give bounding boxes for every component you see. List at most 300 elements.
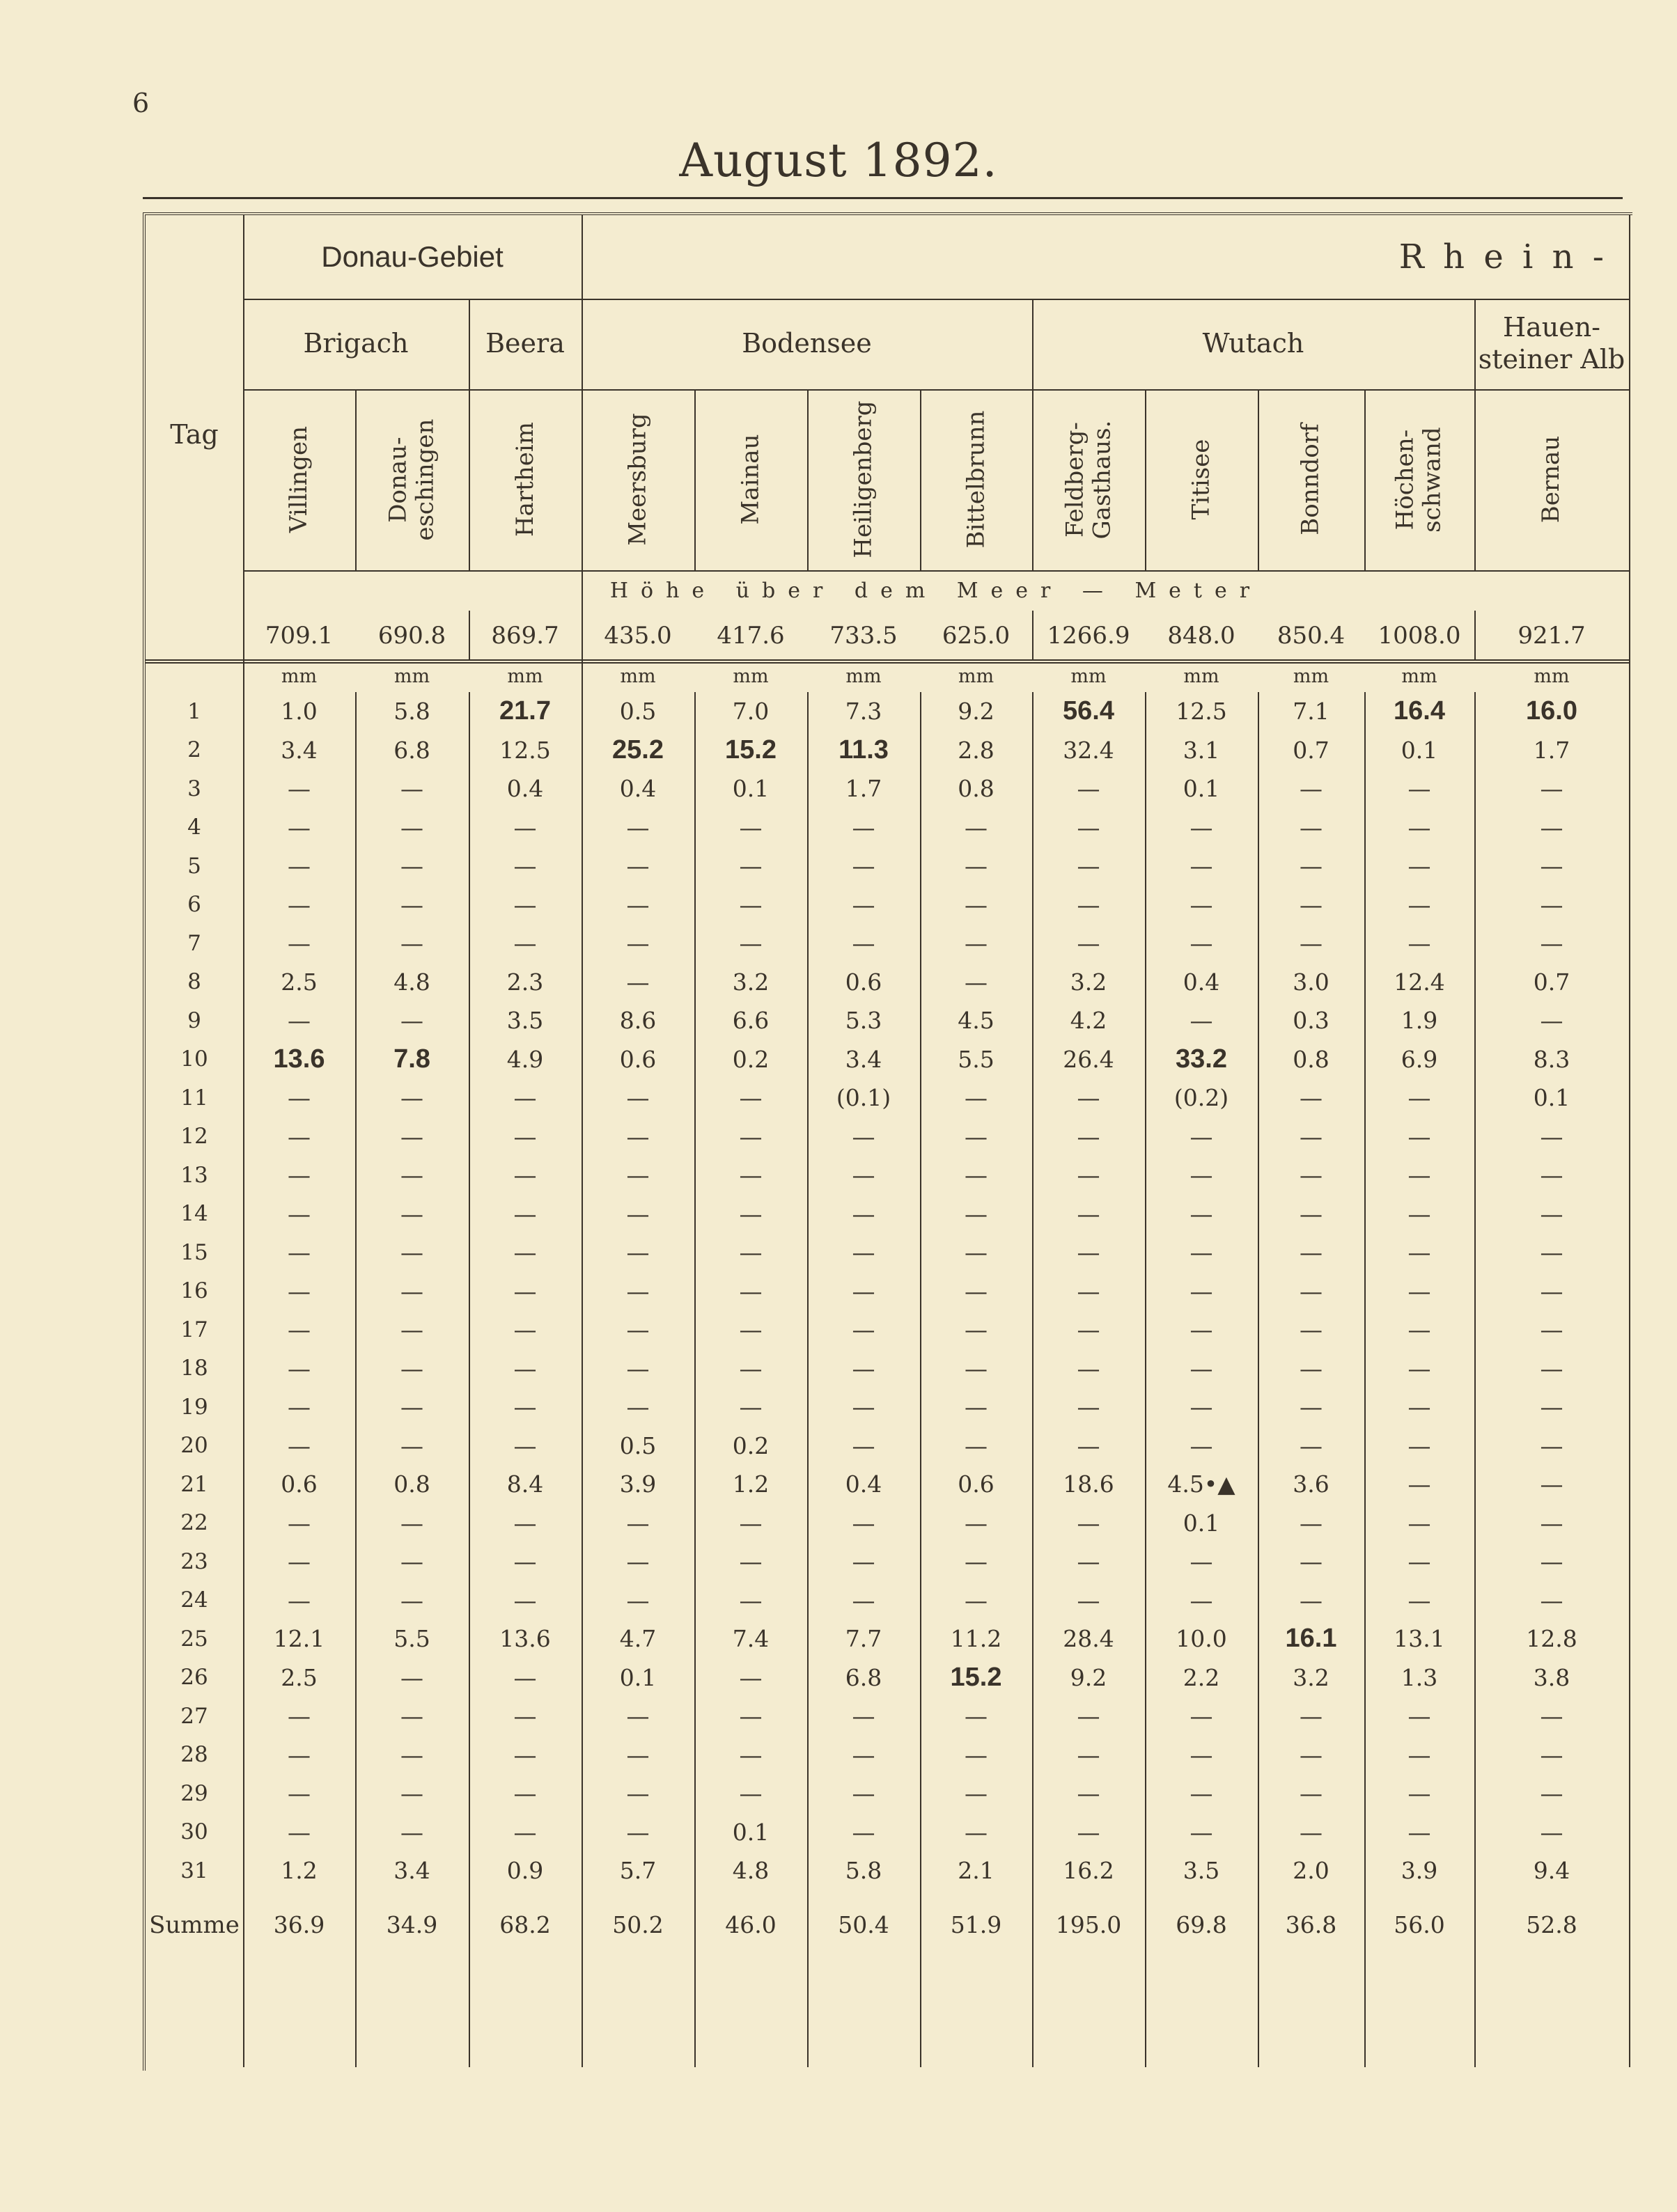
table-cell: 9.2 bbox=[958, 698, 994, 725]
station-altitude: 417.6 bbox=[717, 622, 785, 650]
table-cell: 33.2 bbox=[1176, 1044, 1227, 1074]
table-cell: — bbox=[1077, 1277, 1100, 1305]
table-cell: — bbox=[1077, 1431, 1100, 1459]
table-cell: 2.5 bbox=[281, 1663, 318, 1691]
table-cell: 7.8 bbox=[393, 1044, 430, 1074]
table-cell: — bbox=[1300, 1354, 1323, 1382]
table-cell: — bbox=[739, 1548, 763, 1576]
table-cell: — bbox=[626, 891, 650, 918]
table-cell: — bbox=[739, 1277, 763, 1305]
table-cell: 3.1 bbox=[1183, 736, 1220, 764]
table-cell: 0.3 bbox=[1293, 1007, 1329, 1035]
column-divider bbox=[1145, 692, 1146, 2067]
day-label: 7 bbox=[187, 930, 201, 956]
station-header bbox=[1474, 389, 1629, 570]
column-divider bbox=[694, 389, 696, 570]
table-cell: 3.2 bbox=[1293, 1663, 1329, 1691]
table-cell: — bbox=[626, 1741, 650, 1768]
station-name: Hartheim bbox=[510, 422, 539, 538]
table-cell: — bbox=[1540, 813, 1563, 841]
table-cell: — bbox=[400, 1741, 423, 1768]
table-cell: — bbox=[1540, 1818, 1563, 1846]
table-cell: — bbox=[965, 1586, 988, 1614]
station-name: Höchen- schwand bbox=[1391, 427, 1446, 533]
station-name: Mainau bbox=[736, 434, 765, 526]
table-cell: — bbox=[965, 1084, 988, 1112]
table-cell: — bbox=[1407, 1239, 1431, 1266]
table-cell: — bbox=[1077, 1818, 1100, 1846]
station-name: Heiligenberg bbox=[849, 400, 878, 559]
table-cell: — bbox=[852, 891, 875, 918]
sum-cell: 69.8 bbox=[1176, 1911, 1227, 1938]
table-cell: — bbox=[1077, 852, 1100, 880]
table-cell: — bbox=[513, 1702, 537, 1730]
table-cell: — bbox=[400, 852, 423, 880]
table-cell: — bbox=[1407, 1548, 1431, 1576]
table-cell: — bbox=[1190, 1780, 1213, 1807]
table-cell: — bbox=[513, 1122, 537, 1150]
table-cell: — bbox=[1407, 1431, 1431, 1459]
day-label: 24 bbox=[180, 1587, 208, 1613]
table-cell: — bbox=[1077, 1548, 1100, 1576]
table-cell: — bbox=[1540, 1509, 1563, 1537]
table-cell: — bbox=[626, 1239, 650, 1266]
table-cell: — bbox=[1540, 1354, 1563, 1382]
table-cell: — bbox=[1077, 1393, 1100, 1421]
table-cell: 0.6 bbox=[845, 968, 882, 996]
table-cell: 0.4 bbox=[845, 1470, 882, 1498]
table-cell: — bbox=[288, 929, 311, 957]
table-cell: — bbox=[1190, 891, 1213, 918]
table-cell: — bbox=[400, 1586, 423, 1614]
table-cell: — bbox=[626, 1354, 650, 1382]
table-cell: — bbox=[1300, 1122, 1323, 1150]
table-cell: — bbox=[852, 1316, 875, 1344]
table-cell: — bbox=[739, 1354, 763, 1382]
day-label: 6 bbox=[187, 892, 201, 918]
table-cell: — bbox=[965, 929, 988, 957]
table-cell: — bbox=[1540, 1393, 1563, 1421]
table-cell: — bbox=[739, 1239, 763, 1266]
station-name: Feldberg- Gasthaus. bbox=[1060, 420, 1116, 540]
table-cell: — bbox=[852, 1277, 875, 1305]
table-cell: — bbox=[1077, 1702, 1100, 1730]
table-cell: — bbox=[1300, 775, 1323, 803]
table-cell: 7.7 bbox=[845, 1625, 882, 1653]
station-header bbox=[1364, 389, 1474, 570]
station-name: Bittelbrunn bbox=[961, 411, 990, 549]
table-cell: — bbox=[626, 1122, 650, 1150]
table-cell: 13.6 bbox=[273, 1044, 325, 1074]
day-label: 18 bbox=[180, 1356, 208, 1381]
day-label: 5 bbox=[187, 853, 201, 879]
sum-cell: 56.0 bbox=[1394, 1911, 1445, 1938]
table-cell: 18.6 bbox=[1063, 1470, 1114, 1498]
unit-label: mm bbox=[281, 666, 318, 687]
table-cell: — bbox=[1077, 1122, 1100, 1150]
unit-label: mm bbox=[1070, 666, 1107, 687]
table-cell: — bbox=[1300, 1780, 1323, 1807]
column-divider bbox=[1474, 692, 1476, 2067]
table-cell: — bbox=[1407, 929, 1431, 957]
table-cell: — bbox=[965, 1780, 988, 1807]
table-cell: 3.4 bbox=[393, 1857, 430, 1885]
river-header-hauensteiner-alb: Hauen- steiner Alb bbox=[1478, 312, 1625, 375]
table-cell: 3.4 bbox=[845, 1045, 882, 1073]
table-cell: — bbox=[288, 1548, 311, 1576]
day-label: 12 bbox=[180, 1124, 208, 1150]
table-cell: — bbox=[852, 852, 875, 880]
table-cell: — bbox=[1407, 813, 1431, 841]
day-label: 28 bbox=[180, 1742, 208, 1768]
table-cell: — bbox=[1300, 1084, 1323, 1112]
table-cell: — bbox=[1077, 1586, 1100, 1614]
table-cell: — bbox=[288, 1354, 311, 1382]
table-cell: — bbox=[1300, 1741, 1323, 1768]
table-cell: 0.1 bbox=[1401, 736, 1438, 764]
table-cell: — bbox=[739, 1161, 763, 1189]
table-cell: — bbox=[513, 852, 537, 880]
station-altitude: 435.0 bbox=[604, 622, 672, 650]
table-cell: — bbox=[965, 1393, 988, 1421]
table-cell: 3.2 bbox=[732, 968, 770, 996]
river-header-wutach: Wutach bbox=[1202, 328, 1304, 359]
table-cell: — bbox=[1190, 1431, 1213, 1459]
table-cell: — bbox=[400, 1200, 423, 1227]
table-cell: — bbox=[739, 929, 763, 957]
table-cell: — bbox=[739, 1663, 763, 1691]
table-cell: 3.6 bbox=[1293, 1470, 1329, 1498]
table-cell: 13.6 bbox=[499, 1625, 551, 1653]
table-cell: — bbox=[400, 1161, 423, 1189]
table-cell: 3.4 bbox=[281, 736, 318, 764]
table-cell: — bbox=[1190, 1354, 1213, 1382]
table-cell: — bbox=[288, 1007, 311, 1035]
day-label: 23 bbox=[180, 1548, 208, 1574]
table-cell: 0.1 bbox=[1183, 775, 1220, 803]
table-cell: 4.2 bbox=[1070, 1007, 1107, 1035]
table-cell: — bbox=[1190, 1007, 1213, 1035]
table-cell: — bbox=[513, 1663, 537, 1691]
table-cell: — bbox=[1540, 1586, 1563, 1614]
station-header bbox=[807, 389, 920, 570]
table-cell: — bbox=[400, 1084, 423, 1112]
station-altitude: 850.4 bbox=[1277, 622, 1346, 650]
table-cell: — bbox=[1300, 1509, 1323, 1537]
table-cell: — bbox=[400, 775, 423, 803]
table-cell: — bbox=[1300, 1277, 1323, 1305]
unit-label: mm bbox=[958, 666, 994, 687]
table-cell: — bbox=[1190, 929, 1213, 957]
table-cell: 6.6 bbox=[732, 1007, 770, 1035]
table-cell: 6.9 bbox=[1401, 1045, 1438, 1073]
table-cell: 2.1 bbox=[958, 1857, 994, 1885]
column-divider bbox=[1364, 692, 1366, 2067]
table-cell: — bbox=[965, 1509, 988, 1537]
table-cell: — bbox=[965, 891, 988, 918]
table-cell: (0.2) bbox=[1173, 1084, 1229, 1112]
table-cell: — bbox=[1077, 813, 1100, 841]
station-altitude: 709.1 bbox=[265, 622, 334, 650]
station-altitude: 1008.0 bbox=[1378, 622, 1461, 650]
table-cell: — bbox=[965, 1277, 988, 1305]
table-cell: 3.5 bbox=[506, 1007, 544, 1035]
table-cell: — bbox=[1540, 1316, 1563, 1344]
day-label: 20 bbox=[180, 1433, 208, 1459]
table-cell: — bbox=[965, 1548, 988, 1576]
unit-label: mm bbox=[845, 666, 882, 687]
table-cell: — bbox=[739, 813, 763, 841]
day-label: 16 bbox=[180, 1278, 208, 1304]
table-cell: — bbox=[1077, 1161, 1100, 1189]
table-cell: — bbox=[626, 929, 650, 957]
day-label: 14 bbox=[180, 1201, 208, 1227]
table-cell: 4.7 bbox=[619, 1625, 657, 1653]
column-divider bbox=[355, 389, 357, 570]
table-cell: — bbox=[852, 1354, 875, 1382]
table-cell: 1.7 bbox=[1533, 736, 1570, 764]
table-cell: 2.3 bbox=[506, 968, 544, 996]
table-cell: — bbox=[1077, 891, 1100, 918]
station-altitude: 921.7 bbox=[1518, 622, 1586, 650]
table-cell: — bbox=[400, 1702, 423, 1730]
table-cell: 0.8 bbox=[958, 775, 994, 803]
table-cell: — bbox=[1300, 1161, 1323, 1189]
column-divider bbox=[1032, 692, 1034, 2067]
station-name: Bonndorf bbox=[1296, 423, 1325, 536]
table-cell: 12.4 bbox=[1394, 968, 1445, 996]
station-header bbox=[582, 389, 694, 570]
table-cell: — bbox=[513, 1277, 537, 1305]
table-cell: 0.6 bbox=[281, 1470, 318, 1498]
table-cell: — bbox=[739, 1509, 763, 1537]
table-cell: 4.8 bbox=[393, 968, 430, 996]
table-cell: — bbox=[1190, 1239, 1213, 1266]
table-cell: — bbox=[288, 1586, 311, 1614]
table-cell: 3.5 bbox=[1183, 1857, 1220, 1885]
table-cell: — bbox=[626, 1200, 650, 1227]
table-cell: — bbox=[513, 813, 537, 841]
day-label: 8 bbox=[187, 969, 201, 995]
table-cell: — bbox=[1077, 1316, 1100, 1344]
table-cell: — bbox=[1407, 1084, 1431, 1112]
table-cell: — bbox=[1300, 929, 1323, 957]
table-cell: — bbox=[1407, 852, 1431, 880]
table-cell: — bbox=[852, 1122, 875, 1150]
table-cell: — bbox=[288, 1780, 311, 1807]
table-cell: 0.4 bbox=[619, 775, 657, 803]
table-cell: 11.3 bbox=[838, 735, 889, 764]
unit-label: mm bbox=[507, 666, 543, 687]
table-cell: 5.7 bbox=[619, 1857, 657, 1885]
table-cell: — bbox=[626, 813, 650, 841]
sum-label: Summe bbox=[149, 1911, 240, 1939]
table-cell: — bbox=[1300, 813, 1323, 841]
table-cell: — bbox=[513, 891, 537, 918]
table-cell: — bbox=[1300, 1393, 1323, 1421]
column-divider bbox=[807, 692, 809, 2067]
column-divider bbox=[1258, 692, 1259, 2067]
table-cell: — bbox=[400, 1509, 423, 1537]
table-cell: — bbox=[1407, 775, 1431, 803]
table-cell: — bbox=[852, 1780, 875, 1807]
table-cell: — bbox=[626, 1586, 650, 1614]
table-cell: — bbox=[288, 1509, 311, 1537]
table-cell: — bbox=[1540, 1122, 1563, 1150]
station-altitude: 733.5 bbox=[829, 622, 898, 650]
table-cell: 3.0 bbox=[1293, 968, 1329, 996]
table-cell: — bbox=[513, 1239, 537, 1266]
table-cell: 12.1 bbox=[273, 1625, 325, 1653]
table-cell: — bbox=[400, 1663, 423, 1691]
table-cell: 0.1 bbox=[1183, 1509, 1220, 1537]
day-label: 3 bbox=[187, 776, 201, 801]
table-cell: — bbox=[626, 968, 650, 996]
table-cell: 8.6 bbox=[619, 1007, 657, 1035]
table-cell: — bbox=[513, 1586, 537, 1614]
table-cell: 12.5 bbox=[1176, 698, 1227, 725]
station-header bbox=[694, 389, 807, 570]
table-cell: 6.8 bbox=[845, 1663, 882, 1691]
table-cell: 15.2 bbox=[725, 735, 777, 764]
table-cell: — bbox=[1407, 1316, 1431, 1344]
day-label: 15 bbox=[180, 1239, 208, 1265]
table-cell: — bbox=[288, 1702, 311, 1730]
table-cell: — bbox=[1407, 1122, 1431, 1150]
rhein-header: R h e i n - bbox=[1398, 237, 1608, 276]
table-cell: — bbox=[852, 929, 875, 957]
table-cell: — bbox=[400, 929, 423, 957]
station-header bbox=[469, 389, 582, 570]
table-cell: 2.5 bbox=[281, 968, 318, 996]
day-label: 2 bbox=[187, 737, 201, 763]
top-rule bbox=[143, 197, 1623, 199]
table-cell: 32.4 bbox=[1063, 736, 1114, 764]
table-cell: — bbox=[400, 1007, 423, 1035]
table-cell: — bbox=[513, 1741, 537, 1768]
table-cell: — bbox=[965, 1741, 988, 1768]
precipitation-table bbox=[143, 212, 1632, 2071]
table-cell: — bbox=[1190, 1200, 1213, 1227]
table-cell: — bbox=[1190, 813, 1213, 841]
table-cell: — bbox=[626, 1277, 650, 1305]
river-rule bbox=[243, 389, 1629, 391]
table-cell: — bbox=[513, 1354, 537, 1382]
elevation-label: Höhe über dem Meer — Meter bbox=[609, 578, 1263, 603]
table-cell: — bbox=[513, 1084, 537, 1112]
table-cell: 3.8 bbox=[1533, 1663, 1570, 1691]
table-cell: — bbox=[1407, 1741, 1431, 1768]
table-cell: — bbox=[288, 891, 311, 918]
column-divider bbox=[1032, 299, 1034, 570]
table-cell: — bbox=[513, 1780, 537, 1807]
station-altitude: 625.0 bbox=[942, 622, 1011, 650]
table-cell: — bbox=[739, 1122, 763, 1150]
table-cell: — bbox=[288, 1431, 311, 1459]
table-cell: — bbox=[1077, 929, 1100, 957]
table-cell: — bbox=[852, 813, 875, 841]
day-label: 25 bbox=[180, 1626, 208, 1652]
table-cell: — bbox=[739, 1200, 763, 1227]
station-name: Villingen bbox=[284, 426, 313, 533]
table-cell: 0.4 bbox=[1183, 968, 1220, 996]
table-cell: — bbox=[1077, 1741, 1100, 1768]
table-cell: — bbox=[852, 1702, 875, 1730]
column-divider bbox=[1258, 389, 1259, 570]
table-cell: 13.1 bbox=[1394, 1625, 1445, 1653]
page-number: 6 bbox=[132, 88, 150, 118]
unit-label: mm bbox=[1401, 666, 1437, 687]
table-cell: — bbox=[513, 1316, 537, 1344]
sum-cell: 36.8 bbox=[1285, 1911, 1337, 1938]
table-cell: 2.2 bbox=[1183, 1663, 1220, 1691]
table-cell: — bbox=[965, 1239, 988, 1266]
table-cell: — bbox=[288, 1084, 311, 1112]
table-cell: — bbox=[739, 1702, 763, 1730]
table-cell: — bbox=[513, 1509, 537, 1537]
table-cell: 0.6 bbox=[958, 1470, 994, 1498]
river-header-bodensee: Bodensee bbox=[742, 328, 872, 359]
table-cell: — bbox=[1300, 1200, 1323, 1227]
table-cell: — bbox=[1407, 1509, 1431, 1537]
column-divider bbox=[1474, 299, 1476, 570]
river-header-brigach: Brigach bbox=[303, 328, 409, 359]
column-divider bbox=[469, 611, 470, 659]
sum-cell: 34.9 bbox=[386, 1911, 438, 1938]
table-cell: 15.2 bbox=[950, 1662, 1002, 1692]
unit-label: mm bbox=[393, 666, 430, 687]
table-cell: 1.0 bbox=[281, 698, 318, 725]
station-header bbox=[243, 389, 355, 570]
table-cell: 8.4 bbox=[506, 1470, 544, 1498]
column-divider bbox=[920, 692, 921, 2067]
table-cell: 0.8 bbox=[1293, 1045, 1329, 1073]
table-cell: — bbox=[1407, 1818, 1431, 1846]
station-rule bbox=[243, 570, 1629, 572]
table-cell: 0.2 bbox=[732, 1045, 770, 1073]
table-cell: — bbox=[400, 1818, 423, 1846]
table-cell: 9.2 bbox=[1070, 1663, 1107, 1691]
table-cell: (0.1) bbox=[836, 1084, 891, 1112]
table-cell: 12.5 bbox=[499, 736, 551, 764]
table-cell: — bbox=[626, 1161, 650, 1189]
column-divider bbox=[355, 692, 357, 2067]
day-label: 1 bbox=[187, 698, 201, 724]
table-cell: — bbox=[739, 1780, 763, 1807]
table-cell: — bbox=[1540, 852, 1563, 880]
table-cell: — bbox=[626, 1316, 650, 1344]
table-cell: 3.9 bbox=[1401, 1857, 1438, 1885]
table-cell: — bbox=[1077, 1509, 1100, 1537]
table-cell: — bbox=[400, 1393, 423, 1421]
station-header bbox=[355, 389, 469, 570]
table-cell: — bbox=[739, 1741, 763, 1768]
table-cell: — bbox=[400, 891, 423, 918]
header-bottom-rule bbox=[146, 659, 1629, 661]
table-cell: — bbox=[1407, 1780, 1431, 1807]
table-cell: 5.8 bbox=[845, 1857, 882, 1885]
table-cell: 0.1 bbox=[732, 775, 770, 803]
table-cell: — bbox=[965, 1354, 988, 1382]
table-cell: — bbox=[1190, 1586, 1213, 1614]
station-name: Meersburg bbox=[623, 413, 652, 547]
table-cell: — bbox=[965, 1316, 988, 1344]
table-cell: — bbox=[288, 813, 311, 841]
sum-cell: 52.8 bbox=[1526, 1911, 1577, 1938]
right-border bbox=[1629, 215, 1630, 2067]
station-altitude: 1266.9 bbox=[1047, 622, 1130, 650]
table-cell: — bbox=[1190, 1393, 1213, 1421]
